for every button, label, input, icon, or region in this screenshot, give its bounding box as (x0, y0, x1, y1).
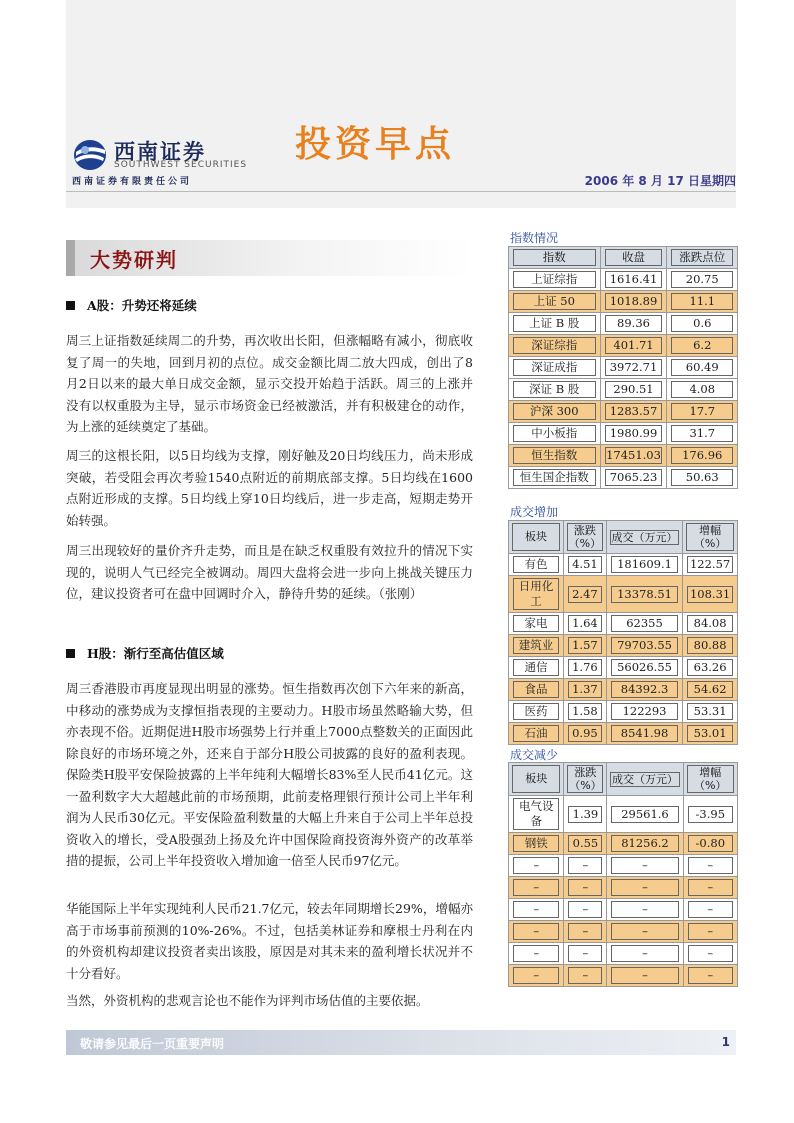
index-row (509, 357, 738, 379)
logo-chinese-name: 西南证券 (114, 139, 206, 164)
globe-logo-icon (72, 138, 108, 172)
index-cell-change-text: 0.6 (671, 315, 733, 332)
decrease-cell-chg (564, 855, 607, 877)
decrease-cell-sector-text: – (513, 923, 559, 940)
decrease-cell-sector (509, 796, 564, 833)
increase-cell-chg-text: 1.64 (568, 615, 602, 632)
index-cell-name-text: 深证 B 股 (513, 381, 596, 398)
decrease-cell-inc-text: -3.95 (688, 806, 733, 823)
decrease-cell-inc (683, 965, 737, 987)
index-cell-close (600, 379, 667, 401)
increase-cell-chg (563, 679, 606, 701)
index-cell-name (509, 313, 601, 335)
increase-table-header (509, 521, 738, 554)
decrease-cell-vol-text: – (611, 901, 678, 918)
index-cell-change-text: 176.96 (671, 447, 733, 464)
index-cell-name-text: 恒生指数 (513, 447, 596, 464)
index-row (509, 379, 738, 401)
a-share-para-3: 周三出现较好的量价齐升走势，而且是在缺乏权重股有效拉升的情况下实现的，说明人气已经完全被调动。周四大盘将会进一步向上挑战关键压力位，建议投资者可在盘中回调时介入，静待升势的延续。（张刚） (66, 543, 473, 601)
section-banner (66, 240, 473, 276)
decrease-cell-sector (509, 833, 564, 855)
decrease-row (509, 796, 738, 833)
decrease-cell-chg (564, 796, 607, 833)
increase-header-sector: 板块 (512, 523, 560, 551)
index-cell-name (509, 423, 601, 445)
increase-cell-chg-text: 1.37 (568, 681, 602, 698)
decrease-cell-vol (607, 899, 683, 921)
decrease-cell-chg-text: 1.39 (568, 806, 602, 823)
decrease-row (509, 899, 738, 921)
company-logo (70, 136, 248, 187)
decrease-cell-chg-text: – (568, 967, 602, 984)
decrease-cell-sector-text: – (513, 967, 559, 984)
index-cell-close (600, 269, 667, 291)
decrease-cell-chg (564, 833, 607, 855)
decrease-cell-vol-text: 29561.6 (611, 806, 678, 823)
decrease-table (508, 762, 738, 987)
increase-row (509, 554, 738, 576)
decrease-cell-sector (509, 855, 564, 877)
index-cell-change (667, 401, 738, 423)
decrease-row (509, 921, 738, 943)
decrease-cell-sector-text: – (513, 901, 559, 918)
index-cell-close-text: 1616.41 (605, 271, 663, 288)
index-cell-close (600, 313, 667, 335)
index-cell-change (667, 445, 738, 467)
index-table-label: 指数情况 (510, 231, 559, 245)
increase-cell-inc (683, 701, 738, 723)
a-share-heading (66, 296, 197, 314)
increase-row (509, 635, 738, 657)
decrease-cell-chg (564, 899, 607, 921)
increase-cell-inc (683, 635, 738, 657)
increase-cell-sector-text: 通信 (513, 659, 559, 676)
index-cell-change (667, 357, 738, 379)
h-share-heading (66, 644, 224, 662)
header-rule (66, 191, 736, 192)
increase-row (509, 657, 738, 679)
index-row (509, 269, 738, 291)
increase-cell-chg-text: 1.58 (568, 703, 602, 720)
a-share-para-1: 周三上证指数延续周二的升势，再次收出长阳，但涨幅略有减小，彻底收复了周一的失地，回到月初的点位。成交金额比周二放大四成，创出了8月2日以来的最大单日成交金额，显示交投开始趋于活跃。周三的上涨并没有以权重股为主导，显示市场资金已经被激活，并有积极建仓的动作，为上涨的延续奠定了基础。 (66, 333, 473, 434)
section-title: 大势研判 (90, 248, 178, 272)
decrease-header-growth: 增幅（%） (687, 765, 734, 793)
decrease-cell-inc (683, 899, 737, 921)
increase-cell-vol (606, 554, 682, 576)
index-cell-change (667, 467, 738, 489)
index-cell-close-text: 1283.57 (605, 403, 663, 420)
increase-cell-inc (683, 554, 738, 576)
logo-company-fullname: 西南证券有限责任公司 (72, 177, 193, 187)
increase-cell-inc-text: 53.31 (687, 703, 733, 720)
index-cell-name (509, 335, 601, 357)
index-table-header (509, 247, 738, 269)
decrease-cell-inc (683, 877, 737, 899)
decrease-cell-sector (509, 943, 564, 965)
decrease-cell-inc (683, 921, 737, 943)
increase-cell-vol-text: 8541.98 (611, 725, 678, 742)
decrease-table-label: 成交减少 (510, 748, 559, 762)
index-cell-change-text: 20.75 (671, 271, 733, 288)
decrease-row (509, 877, 738, 899)
increase-row (509, 613, 738, 635)
decrease-cell-inc-text: – (688, 945, 733, 962)
index-cell-change (667, 291, 738, 313)
bullet-square-icon (66, 649, 75, 658)
increase-cell-chg-text: 0.95 (568, 725, 602, 742)
index-row (509, 467, 738, 489)
increase-cell-vol-text: 122293 (611, 703, 678, 720)
index-cell-name (509, 357, 601, 379)
index-cell-name-text: 沪深 300 (513, 403, 596, 420)
decrease-cell-inc-text: – (688, 879, 733, 896)
decrease-cell-inc (683, 796, 737, 833)
decrease-cell-vol (607, 965, 683, 987)
increase-cell-vol-text: 56026.55 (611, 659, 678, 676)
index-cell-name-text: 上证 50 (513, 293, 596, 310)
h-share-para-2: 华能国际上半年实现纯利人民币21.7亿元，较去年同期增长29%，增幅亦高于市场事前预测的10%-26%。不过，包括美林证券和摩根士丹利在内的外资机构却建议投资者卖出该股，原因是对其未来的盈利增长状况并不十分看好。 (66, 901, 473, 981)
decrease-cell-vol-text: 81256.2 (611, 835, 678, 852)
increase-cell-sector (509, 657, 564, 679)
index-header-change: 涨跌点位 (671, 249, 733, 266)
increase-cell-inc-text: 84.08 (687, 615, 733, 632)
increase-cell-inc-text: 54.62 (687, 681, 733, 698)
index-cell-close-text: 7065.23 (605, 469, 663, 486)
decrease-cell-chg (564, 877, 607, 899)
increase-cell-chg (563, 635, 606, 657)
increase-cell-vol (606, 723, 682, 745)
increase-cell-sector-text: 医药 (513, 703, 559, 720)
index-cell-change (667, 379, 738, 401)
increase-cell-vol (606, 679, 682, 701)
index-row (509, 401, 738, 423)
increase-cell-chg (563, 576, 606, 613)
footer-disclaimer-note: 敬请参见最后一页重要声明 (80, 1037, 225, 1051)
index-cell-close (600, 401, 667, 423)
increase-cell-vol (606, 613, 682, 635)
decrease-cell-chg-text: – (568, 879, 602, 896)
index-cell-name (509, 291, 601, 313)
increase-cell-inc (683, 679, 738, 701)
decrease-row (509, 855, 738, 877)
decrease-cell-inc (683, 943, 737, 965)
index-cell-close (600, 467, 667, 489)
increase-header-change: 涨跌（%） (568, 524, 602, 550)
report-title: 投资早点 (295, 124, 456, 165)
index-cell-name (509, 401, 601, 423)
decrease-cell-vol-text: – (611, 879, 678, 896)
index-cell-close-text: 89.36 (605, 315, 663, 332)
increase-cell-sector-text: 日用化工 (513, 578, 559, 610)
decrease-header-sector: 板块 (512, 765, 560, 793)
index-cell-close (600, 423, 667, 445)
decrease-cell-vol (607, 855, 683, 877)
increase-cell-sector-text: 食品 (513, 681, 559, 698)
decrease-row (509, 943, 738, 965)
decrease-cell-inc (683, 855, 737, 877)
bullet-square-icon (66, 301, 75, 310)
increase-cell-vol-text: 84392.3 (611, 681, 678, 698)
index-cell-close-text: 17451.03 (606, 448, 661, 462)
a-share-heading-text: A股：升势还将延续 (87, 298, 197, 313)
increase-cell-vol-text: 62355 (611, 615, 678, 632)
increase-cell-sector (509, 723, 564, 745)
decrease-header-change: 涨跌（%） (569, 766, 602, 792)
index-cell-close-text: 401.71 (605, 337, 663, 354)
index-row (509, 291, 738, 313)
a-share-para-2: 周三的这根长阳，以5日均线为支撑，刚好触及20日均线压力，尚未形成突破，若受阻会再次考验1540点附近的前期底部支撑。5日均线在1600点附近形成的支撑。5日均线上穿10日均线后，进一步走高，短期走势开始转强。 (66, 448, 473, 528)
decrease-cell-vol (607, 943, 683, 965)
index-cell-change (667, 335, 738, 357)
decrease-cell-sector-text: – (513, 945, 559, 962)
index-cell-name-text: 上证综指 (513, 271, 596, 288)
increase-cell-vol-text: 181609.1 (611, 556, 678, 573)
index-cell-change (667, 423, 738, 445)
decrease-cell-vol-text: – (611, 967, 678, 984)
decrease-cell-sector-text: 钢铁 (513, 835, 559, 852)
decrease-cell-chg-text: – (568, 945, 602, 962)
h-share-para-3: 当然，外资机构的悲观言论也不能作为评判市场估值的主要依据。 (66, 993, 429, 1008)
page-number: 1 (721, 1035, 730, 1049)
increase-cell-chg-text: 2.47 (568, 586, 602, 603)
index-row (509, 423, 738, 445)
increase-cell-chg (563, 723, 606, 745)
decrease-cell-sector (509, 965, 564, 987)
increase-cell-chg (563, 657, 606, 679)
decrease-cell-inc-text: – (688, 857, 733, 874)
decrease-cell-vol-text: – (611, 857, 678, 874)
index-cell-name (509, 379, 601, 401)
decrease-row (509, 965, 738, 987)
increase-cell-chg (563, 554, 606, 576)
section-banner-bar (66, 240, 75, 276)
increase-cell-chg-text: 1.76 (568, 659, 602, 676)
decrease-row (509, 833, 738, 855)
decrease-cell-chg (564, 921, 607, 943)
h-share-para-1: 周三香港股市再度显现出明显的涨势。恒生指数再次创下六年来的新高，中移动的涨势成为支撑恒指表现的主要动力。H股市场虽然略输大势，但亦表现不俗。近期促进H股市场强势上行并重上7000点整数关的正面因此除良好的市场环境之外，还来自于部分H股公司披露的良好的盈利表现。保险类H股平安保险披露的上半年纯利大幅增长83%至人民币41亿元。这一盈利数字大大超越此前的市场预期，此前麦格理银行预计公司上半年利润为人民币30亿元。平安保险盈利数量的大幅上升来自于公司上半年总投资收入的增长，受A股强劲上扬及允许中国保险商投资海外资产的改革举措的提振，公司上半年投资收入增加逾一倍至人民币97亿元。 (66, 681, 473, 868)
index-cell-change-text: 31.7 (671, 425, 733, 442)
footer-bar (66, 1030, 736, 1055)
index-cell-name-text: 深证成指 (513, 359, 596, 376)
decrease-cell-sector (509, 899, 564, 921)
increase-header-volume: 成交（万元） (611, 530, 678, 544)
decrease-cell-inc-text: – (688, 923, 733, 940)
decrease-cell-chg-text: – (568, 901, 602, 918)
logo-english-name: SOUTHWEST SECURITIES (114, 160, 248, 170)
increase-table-label: 成交增加 (510, 505, 559, 519)
increase-cell-sector-text: 家电 (513, 615, 559, 632)
index-cell-close (600, 357, 667, 379)
increase-cell-sector (509, 576, 564, 613)
index-cell-name (509, 445, 601, 467)
decrease-cell-sector-text: – (513, 879, 559, 896)
index-cell-change-text: 60.49 (671, 359, 733, 376)
decrease-table-header (509, 763, 738, 796)
increase-cell-sector-text: 有色 (513, 556, 559, 573)
decrease-cell-vol (607, 921, 683, 943)
increase-cell-vol (606, 657, 682, 679)
increase-cell-inc (683, 657, 738, 679)
decrease-cell-sector-text: – (513, 857, 559, 874)
increase-cell-inc-text: 80.88 (687, 637, 733, 654)
decrease-cell-sector-text: 电气设备 (513, 798, 559, 830)
increase-cell-sector (509, 679, 564, 701)
decrease-cell-vol (607, 833, 683, 855)
index-row (509, 313, 738, 335)
index-header-name: 指数 (513, 249, 596, 266)
increase-cell-chg (563, 701, 606, 723)
index-cell-close-text: 1018.89 (605, 293, 663, 310)
increase-cell-inc (683, 723, 738, 745)
increase-row (509, 576, 738, 613)
increase-cell-vol (606, 701, 682, 723)
h-share-heading-text: H股：渐行至高估值区域 (87, 646, 224, 661)
index-cell-change (667, 313, 738, 335)
increase-cell-inc (683, 576, 738, 613)
index-cell-change-text: 4.08 (671, 381, 733, 398)
decrease-cell-chg (564, 943, 607, 965)
increase-cell-vol-text: 13378.51 (611, 586, 678, 603)
decrease-cell-chg-text: – (568, 923, 602, 940)
index-cell-name (509, 269, 601, 291)
decrease-cell-inc-text: – (688, 967, 733, 984)
increase-row (509, 679, 738, 701)
decrease-cell-sector (509, 877, 564, 899)
increase-cell-inc-text: 53.01 (687, 725, 733, 742)
decrease-cell-sector (509, 921, 564, 943)
index-cell-change-text: 11.1 (671, 293, 733, 310)
index-cell-close (600, 291, 667, 313)
decrease-cell-vol-text: – (611, 945, 678, 962)
index-cell-close-text: 290.51 (605, 381, 663, 398)
increase-cell-sector (509, 701, 564, 723)
index-cell-close-text: 1980.99 (605, 425, 663, 442)
increase-cell-inc-text: 108.31 (687, 586, 733, 603)
increase-cell-chg (563, 613, 606, 635)
report-date: 2006 年 8 月 17 日星期四 (584, 174, 736, 188)
increase-table (508, 520, 738, 745)
index-row (509, 445, 738, 467)
increase-header-growth: 增幅（%） (686, 523, 734, 551)
index-cell-name-text: 上证 B 股 (513, 315, 596, 332)
index-row (509, 335, 738, 357)
decrease-cell-chg-text: – (568, 857, 602, 874)
increase-cell-chg-text: 1.57 (568, 637, 602, 654)
increase-cell-vol-text: 79703.55 (611, 637, 678, 654)
increase-row (509, 723, 738, 745)
increase-cell-sector (509, 554, 564, 576)
increase-cell-inc-text: 63.26 (687, 659, 733, 676)
index-cell-close-text: 3972.71 (605, 359, 663, 376)
index-header-close: 收盘 (605, 249, 663, 266)
index-cell-change (667, 269, 738, 291)
decrease-cell-vol (607, 796, 683, 833)
increase-cell-inc-text: 122.57 (687, 556, 733, 573)
increase-cell-vol (606, 635, 682, 657)
increase-cell-sector (509, 613, 564, 635)
index-cell-change-text: 17.7 (671, 403, 733, 420)
index-table (508, 246, 738, 489)
increase-cell-sector (509, 635, 564, 657)
increase-cell-vol (606, 576, 682, 613)
decrease-cell-vol-text: – (611, 923, 678, 940)
index-cell-close (600, 335, 667, 357)
decrease-cell-chg (564, 965, 607, 987)
increase-row (509, 701, 738, 723)
index-cell-close (600, 445, 667, 467)
index-cell-change-text: 6.2 (671, 337, 733, 354)
decrease-cell-inc-text: – (688, 901, 733, 918)
increase-cell-sector-text: 石油 (513, 725, 559, 742)
decrease-cell-vol (607, 877, 683, 899)
index-cell-change-text: 50.63 (671, 469, 733, 486)
index-cell-name (509, 467, 601, 489)
index-cell-name-text: 恒生国企指数 (513, 469, 596, 486)
decrease-header-volume: 成交（万元） (611, 772, 678, 786)
decrease-cell-chg-text: 0.55 (568, 835, 602, 852)
decrease-cell-inc (683, 833, 737, 855)
index-cell-name-text: 中小板指 (513, 425, 596, 442)
increase-cell-chg-text: 4.51 (568, 556, 602, 573)
increase-cell-sector-text: 建筑业 (513, 637, 559, 654)
index-cell-name-text: 深证综指 (513, 337, 596, 354)
decrease-cell-inc-text: -0.80 (688, 835, 733, 852)
increase-cell-inc (683, 613, 738, 635)
